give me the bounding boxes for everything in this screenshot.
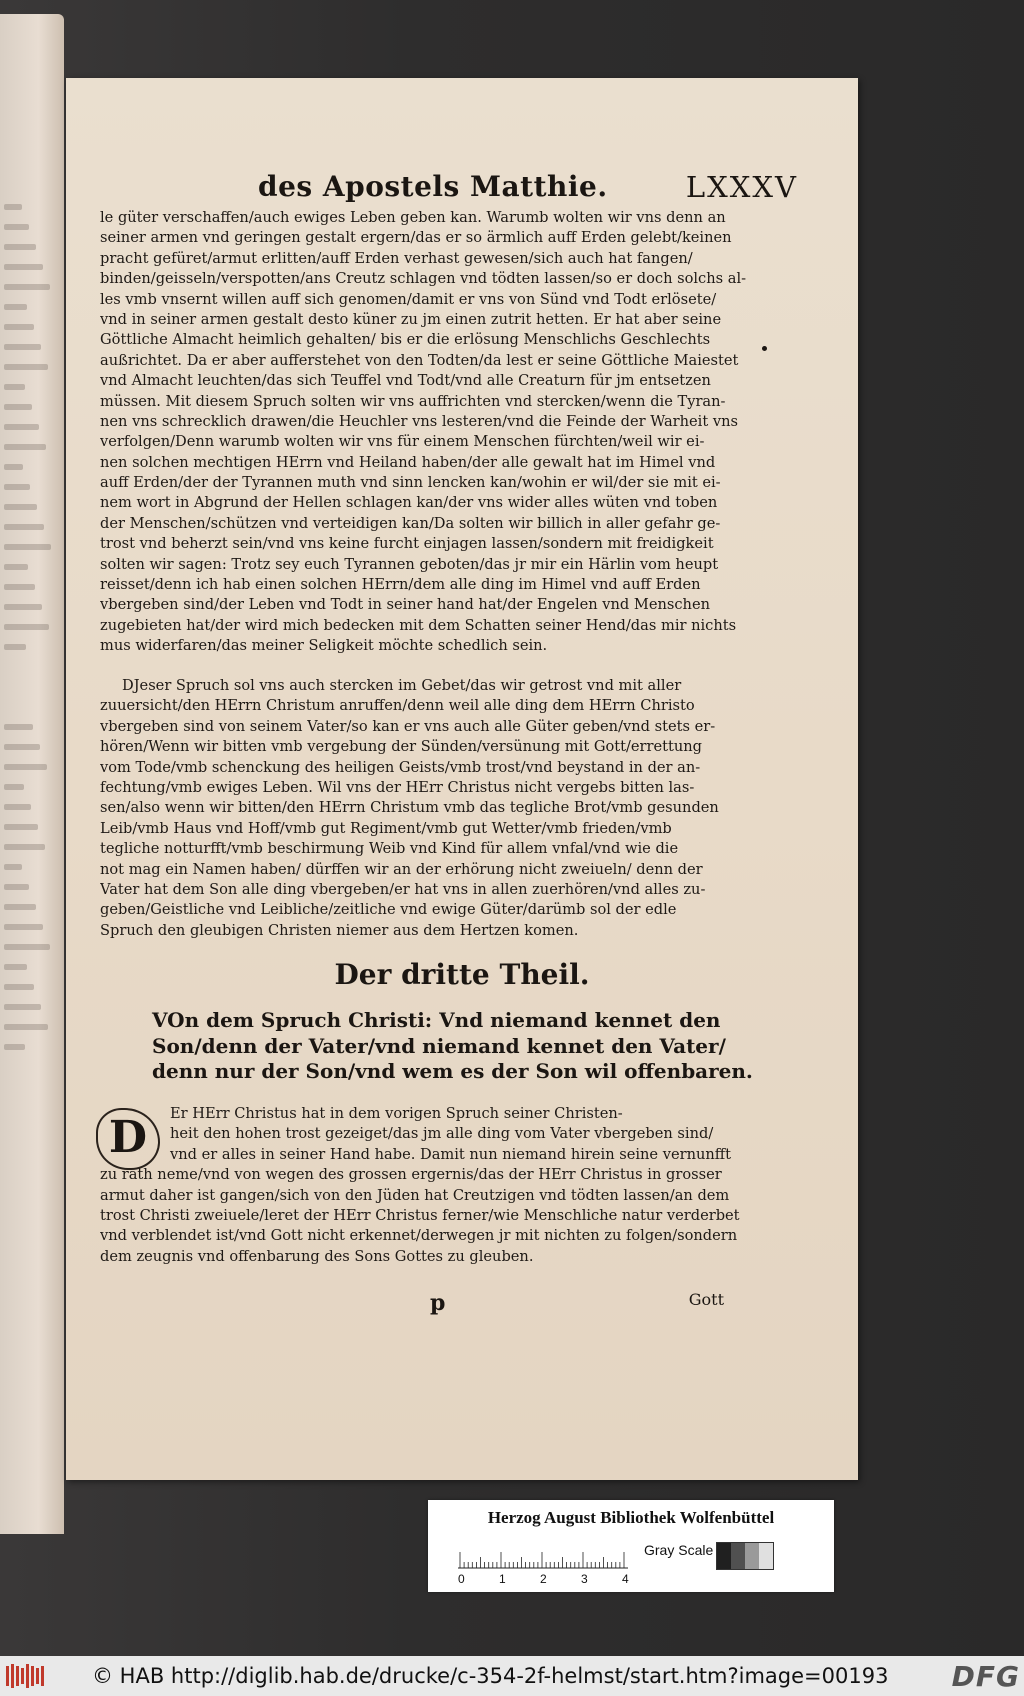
bleed-through-mark — [4, 624, 49, 630]
text-line: hören/Wenn wir bitten vmb vergebung der Sünden/versünung mit Gott/errettung — [100, 738, 703, 756]
gray-patch — [759, 1543, 773, 1569]
section-summary — [152, 1008, 752, 1085]
text-line: nem wort in Abgrund der Hellen schlagen kan/der vns wider alles wüten vnd toben — [100, 494, 718, 512]
text-line: nen vns schrecklich drawen/die Heuchler vns lesteren/vnd die Feinde der Warheit vns — [100, 412, 738, 430]
bleed-through-mark — [4, 784, 24, 790]
text-line: les vmb vnsernt willen auff sich genomen/damit er vns von Sünd vnd Todt erlösete/ — [100, 290, 717, 308]
ruler — [458, 1542, 629, 1586]
text-line: auff Erden/der der Tyrannen muth vnd sinn lencken kan/wohin er wil/der sie mit ei- — [100, 474, 721, 492]
text-line: Vater hat dem Son alle ding vbergeben/er hat vns in allen zuerhören/vnd alles zu- — [100, 880, 706, 898]
text-line: vnd verblendet ist/vnd Gott nicht erkennet/derwegen jr mit nichten zu folgen/sondern — [100, 1227, 738, 1245]
bleed-through-mark — [4, 344, 41, 350]
signature-mark: p — [430, 1290, 446, 1316]
ruler-number: 0 — [458, 1572, 465, 1586]
text-line: Er HErr Christus hat in dem vorigen Spruch seiner Christen- — [170, 1105, 623, 1122]
text-line: vbergeben sind von seinem Vater/so kan er vns auch alle Güter geben/vnd stets er- — [100, 717, 716, 735]
text-line: denn nur der Son/vnd wem es der Son wil offenbaren. — [152, 1059, 753, 1083]
bleed-through-mark — [4, 584, 35, 590]
catchword: Gott — [688, 1290, 724, 1309]
text-line: zu rath neme/vnd von wegen des grossen ergernis/das der HErr Christus in grosser — [100, 1166, 722, 1184]
text-line: müssen. Mit diesem Spruch solten wir vns auffrichten vnd stercken/wenn die Tyran- — [100, 392, 726, 410]
bleed-through-mark — [4, 904, 36, 910]
bleed-through-mark — [4, 244, 36, 250]
bleed-through-mark — [4, 744, 40, 750]
bleed-through-mark — [4, 304, 27, 310]
text-line: binden/geisseln/verspotten/ans Creutz schlagen vnd tödten lassen/so er doch solchs al- — [100, 270, 747, 288]
gray-scale-label: Gray Scale — [644, 1542, 714, 1558]
bleed-through-mark — [4, 964, 27, 970]
bleed-through-mark — [4, 224, 29, 230]
bleed-through-mark — [4, 544, 51, 550]
text-line: Leib/vmb Haus vnd Hoff/vmb gut Regiment/vmb gut Wetter/vmb frieden/vmb — [100, 819, 672, 837]
paragraph-3 — [100, 1104, 788, 1267]
ruler-number: 2 — [540, 1572, 547, 1586]
bleed-through-mark — [4, 384, 25, 390]
running-head — [258, 170, 798, 210]
text-line: der Menschen/schützen vnd verteidigen kan/Da solten wir billich in aller gefahr ge- — [100, 514, 721, 532]
bleed-through-mark — [4, 504, 37, 510]
text-line: le güter verschaffen/auch ewiges Leben geben kan. Warumb wolten wir vns denn an — [100, 209, 726, 226]
bleed-through-mark — [4, 484, 30, 490]
library-name: Herzog August Bibliothek Wolfenbüttel — [487, 1508, 775, 1527]
text-line: verfolgen/Denn warumb wolten wir vns für einem Menschen fürchten/weil wir ei- — [100, 433, 705, 451]
text-line: vnd in seiner armen gestalt desto küner zu jm einen zutrit hetten. Er hat aber seine — [100, 310, 722, 328]
text-line: DJeser Spruch sol vns auch stercken im Gebet/das wir getrost vnd mit aller — [122, 677, 682, 694]
text-line: VOn dem Spruch Christi: Vnd niemand kennet den — [152, 1008, 721, 1032]
text-line: zuuersicht/den HErrn Christum anruffen/denn weil alle ding dem HErrn Christo — [100, 697, 695, 715]
bleed-through-mark — [4, 424, 39, 430]
bleed-through-mark — [4, 824, 38, 830]
bleed-through-mark — [4, 864, 22, 870]
text-line: pracht gefüret/armut erlitten/auff Erden verhast gewesen/sich auch hat fangen/ — [100, 249, 693, 267]
bleed-through-mark — [4, 984, 34, 990]
bleed-through-mark — [4, 404, 32, 410]
text-line: nen solchen mechtigen HErrn vnd Heiland haben/der alle gewalt hat im Himel vnd — [100, 453, 716, 471]
bleed-through-mark — [4, 844, 45, 850]
text-line: Son/denn der Vater/vnd niemand kennet den Vater/ — [152, 1033, 726, 1058]
gray-patch — [717, 1543, 731, 1569]
text-line: Spruch den gleubigen Christen niemer aus dem Hertzen komen. — [100, 921, 579, 939]
bleed-through-mark — [4, 364, 48, 370]
text-line: vnd er alles in seiner Hand habe. Damit nun niemand hirein seine vernunfft — [170, 1145, 731, 1163]
text-line: vom Tode/vmb schenckung des heiligen Geists/vmb trost/vnd beystand in der an- — [100, 758, 701, 776]
bleed-through-mark — [4, 324, 34, 330]
text-line: vbergeben sind/der Leben vnd Todt in seiner hand hat/der Engelen vnd Menschen — [100, 596, 710, 614]
text-line: außrichtet. Da er aber aufferstehet von den Todten/da lest er seine Göttliche Maiestet — [100, 351, 739, 369]
bleed-through-mark — [4, 804, 31, 810]
text-line: heit den hohen trost gezeiget/das jm alle ding vom Vater vbergeben sind/ — [170, 1125, 714, 1143]
text-line: geben/Geistliche vnd Leibliche/zeitliche vnd ewige Güter/darümb sol der edle — [100, 901, 677, 919]
ink-dot — [762, 346, 767, 351]
text-line: seiner armen vnd geringen gestalt ergern/das er so ärmlich auff Erden gelebt/keinen — [100, 229, 732, 247]
bleed-through-mark — [4, 924, 43, 930]
bleed-through-mark — [4, 644, 26, 650]
book-page — [66, 78, 858, 1480]
bleed-through-mark — [4, 524, 44, 530]
bleed-through-mark — [4, 1044, 25, 1050]
text-line: trost vnd beherzt sein/vnd vns keine furcht einjagen lassen/sondern mit freidigkeit — [100, 535, 714, 553]
section-title: Der dritte Theil. — [334, 958, 590, 991]
text-line: solten wir sagen: Trotz sey euch Tyrannen geboten/das jr mir ein Härlin vom heupt — [100, 555, 719, 573]
text-line: not mag ein Namen haben/ dürffen wir an der erhörung nicht zweiueln/ denn der — [100, 860, 703, 878]
text-line: tegliche notturfft/vmb beschirmung Weib vnd Kind für allem vnfal/vnd wie die — [100, 840, 679, 858]
ruler-number: 3 — [581, 1572, 588, 1586]
adjacent-page-edge — [0, 14, 64, 1534]
bleed-through-mark — [4, 464, 23, 470]
footer-bar — [0, 1656, 1024, 1696]
gray-scale-patches — [716, 1542, 774, 1570]
gray-patch — [731, 1543, 745, 1569]
bleed-through-mark — [4, 204, 22, 210]
text-line: mus widerfaren/das meiner Seligkeit möchte schedlich sein. — [100, 637, 548, 655]
bleed-through-mark — [4, 764, 47, 770]
bleed-through-mark — [4, 444, 46, 450]
text-line: Göttliche Almacht heimlich gehalten/ bis er die erlösung Menschlichs Geschlechts — [100, 331, 711, 349]
bleed-through-mark — [4, 944, 50, 950]
text-line: vnd Almacht leuchten/das sich Teuffel vnd Todt/vnd alle Creaturn für jm entsetzen — [100, 372, 711, 390]
ruler-number: 4 — [622, 1572, 629, 1586]
dfg-logo: DFG — [951, 1660, 1020, 1693]
folio-number: LXXXV — [685, 170, 798, 204]
ruler-ticks — [458, 1542, 628, 1572]
bleed-through-mark — [4, 884, 29, 890]
bleed-through-mark — [4, 1004, 41, 1010]
text-line: zugebieten hat/der wird mich bedecken mit dem Schatten seiner Hend/das mir nichts — [100, 616, 737, 634]
text-line: armut daher ist gangen/sich von den Jüden hat Creutzigen vnd tödten lassen/an dem — [100, 1186, 730, 1204]
text-line: sen/also wenn wir bitten/den HErrn Christum vmb das tegliche Brot/vmb gesunden — [100, 799, 719, 817]
running-title: des Apostels Matthie. — [258, 170, 608, 203]
ruler-number: 1 — [499, 1572, 506, 1586]
text-line: reisset/denn ich hab einen solchen HErrn/dem alle ding im Himel vnd auff Erden — [100, 576, 701, 594]
text-line: dem zeugnis vnd offenbarung des Sons Gottes zu gleuben. — [100, 1247, 534, 1265]
color-scale-card — [428, 1500, 834, 1592]
bleed-through-mark — [4, 284, 50, 290]
bleed-through-mark — [4, 1024, 48, 1030]
hab-logo-icon — [4, 1662, 50, 1690]
gray-patch — [745, 1543, 759, 1569]
bleed-through-mark — [4, 604, 42, 610]
text-line: fechtung/vmb ewiges Leben. Wil vns der HErr Christus nicht vergebs bitten las- — [100, 778, 695, 796]
paragraph-1 — [100, 208, 788, 657]
bleed-through-mark — [4, 564, 28, 570]
bleed-through-mark — [4, 264, 43, 270]
bleed-through-mark — [4, 724, 33, 730]
decorated-initial: D — [96, 1108, 160, 1170]
paragraph-2 — [100, 676, 788, 941]
source-url-text: © HAB http://diglib.hab.de/drucke/c-354-2f-helmst/start.htm?image=00193 — [92, 1664, 889, 1688]
text-line: trost Christi zweiuele/leret der HErr Christus ferner/wie Menschliche natur verderbet — [100, 1206, 740, 1224]
